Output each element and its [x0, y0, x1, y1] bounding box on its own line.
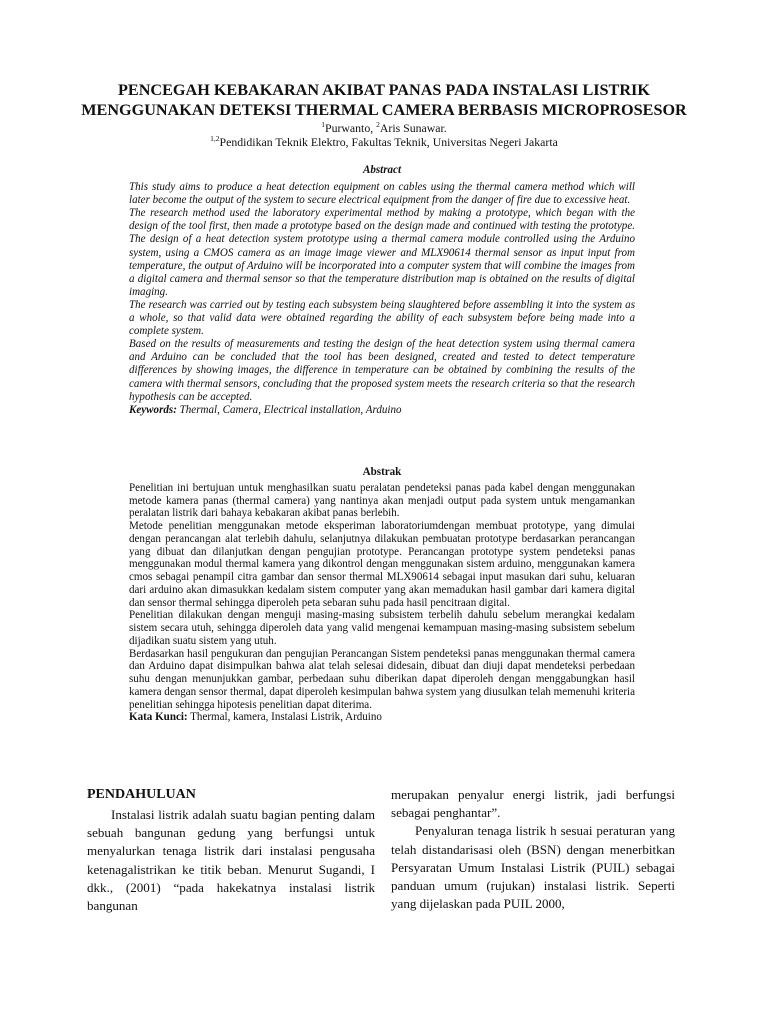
author-2-name: Aris Sunawar.	[379, 121, 447, 135]
author-1-marker: 1	[321, 120, 326, 130]
affiliation-line	[60, 135, 708, 149]
abstract-english-paragraph-4: Based on the results of measurements and testing the design of the heat detection system using thermal camera and Arduino can be concluded that the tool has been designed, created and tested to detect temperature differences by showing images, the difference in temperature can be obtained by combining the results of the camera with thermal sensors, concluding that the proposed system meets the research criteria so that the research hypothesis can be accepted.	[129, 338, 635, 403]
abstract-english	[129, 164, 635, 417]
body-paragraph-2: Penyaluran tenaga listrik h sesuai peraturan yang telah distandarisasi oleh (BSN) dengan menerbitkan Persyaratan Umum Instalasi Listrik (PUIL) sebagai panduan umum (rujukan) instalasi listrik. Seperti yang dijelaskan pada PUIL 2000,	[391, 823, 675, 912]
abstract-indonesian-paragraph-1: Penelitian ini bertujuan untuk menghasilkan suatu peralatan pendeteksi panas pada kabel dengan menggunakan metode kamera panas (thermal camera) yang nantinya akan menjadi output pada system untuk mengamankan peralatan listrik dari bahaya kebakaran akibat panas berlebih.	[129, 481, 635, 520]
affiliation-text: Pendidikan Teknik Elektro, Fakultas Teknik, Universitas Negeri Jakarta	[219, 135, 558, 149]
abstract-indonesian-heading: Abstrak	[362, 466, 402, 478]
abstract-indonesian-paragraph-2: Metode penelitian menggunakan metode eksperiman laboratoriumdengan membuat prototype, yang dimulai dengan perancangan alat terlebih dahulu, selanjutnya dilakukan pembuatan prototype berdasarkan perancangan yang dibuat dan dilanjutkan dengan pengujian prototype. Perancangan prototype system pendeteksi panas menggunakan modul thermal kamera yang dikontrol dengan menggunakan sistem arduino, menggunakan kamera cmos sebagai penampil citra gambar dan sensor thermal MLX90614 sebagai input masukan dari suhu, keluaran dari arduino akan dimasukkan kedalam sistem computer yang akan memadukan hasil gambar dari kamera digital dan sensor thermal sehingga diperoleh peta sebaran suhu pada hasil pencitraan digital.	[129, 520, 635, 609]
affiliation-marker: 1,2	[210, 134, 220, 144]
abstract-indonesian	[129, 466, 635, 724]
abstract-english-heading: Abstract	[362, 164, 402, 176]
section-heading-pendahuluan: PENDAHULUAN	[87, 787, 196, 802]
author-line	[60, 121, 708, 135]
author-1-name: Purwanto,	[325, 121, 377, 135]
keywords-text: Thermal, Camera, Electrical installation, Arduino	[176, 403, 402, 416]
paper-title	[60, 80, 708, 120]
author-2-marker: 2	[376, 120, 380, 130]
abstract-english-keywords	[129, 404, 635, 417]
body-paragraph-1: Instalasi listrik adalah suatu bagian penting dalam sebuah bangunan gedung yang berfungsi untuk menyalurkan tenaga listrik dari instalasi pengusaha ketenagalistrikan ke titik beban. Menurut Sugandi, I dkk., (2001) “pada hakekatnya instalasi listrik bangunan	[87, 807, 375, 914]
body-right-column	[391, 786, 675, 913]
abstract-english-paragraph-2: The research method used the laboratory experimental method by making a prototype, which began with the design of the tool first, then made a prototype based on the design made and continued with testing the prototype. The design of a heat detection system prototype using a thermal camera module controlled using the Arduino system, using a CMOS camera as an image image viewer and MLX90614 thermal sensor as input input from temperature, the output of Arduino will be incorporated into a computer system that will combine the images from a digital camera and thermal sensor so that the temperature distribution map is obtained on the results of digital imaging.	[129, 207, 635, 298]
abstract-indonesian-keywords	[129, 711, 635, 724]
kata-kunci-text: Thermal, kamera, Instalasi Listrik, Arduino	[187, 711, 382, 724]
abstract-indonesian-paragraph-4: Berdasarkan hasil pengukuran dan pengujian Perancangan Sistem pendeteksi panas menggunakan thermal camera dan Arduino dapat disimpulkan bahwa alat telah selesai didesain, dibuat dan diuji dapat mendeteksi perbedaan suhu dengan menunjukkan gambar, perbedaan suhu diberikan dapat diperoleh dengan menggabungkan hasil kamera dengan sensor thermal, dapat diperoleh kesimpulan bahwa system yang diusulkan telah memenuhi kriteria penelitian sehingga hipotesis penelitian dapat diterima.	[129, 647, 635, 711]
abstract-english-paragraph-3: The research was carried out by testing each subsystem being slaughtered before assembling it into the system as a whole, so that valid data were obtained regarding the ability of each subsystem before being made into a complete system.	[129, 298, 635, 338]
keywords-label: Keywords:	[129, 403, 177, 416]
kata-kunci-label: Kata Kunci:	[129, 711, 188, 724]
abstract-english-paragraph-1: This study aims to produce a heat detection equipment on cables using the thermal camera method which will later become the output of the system to secure electrical equipment from the danger of fire due to excessive heat.	[129, 181, 635, 207]
paper-title-line-1: PENCEGAH KEBAKARAN AKIBAT PANAS PADA INSTALASI LISTRIK	[118, 81, 650, 99]
abstract-indonesian-paragraph-3: Penelitian dilakukan dengan menguji masing-masing subsistem terbelih dahulu sebelum merangkai kedalam sistem secara utuh, sehingga diperoleh data yang valid mengenai kemampuan masing-masing subsistem sebelum dijadikan suatu sistem yang utuh.	[129, 609, 635, 647]
body-left-column	[87, 786, 375, 915]
paper-title-line-2: MENGGUNAKAN DETEKSI THERMAL CAMERA BERBASIS MICROPROSESOR	[81, 101, 687, 119]
body-paragraph-1-continued: merupakan penyalur energi listrik, jadi berfungsi sebagai penghantar”.	[391, 787, 675, 821]
